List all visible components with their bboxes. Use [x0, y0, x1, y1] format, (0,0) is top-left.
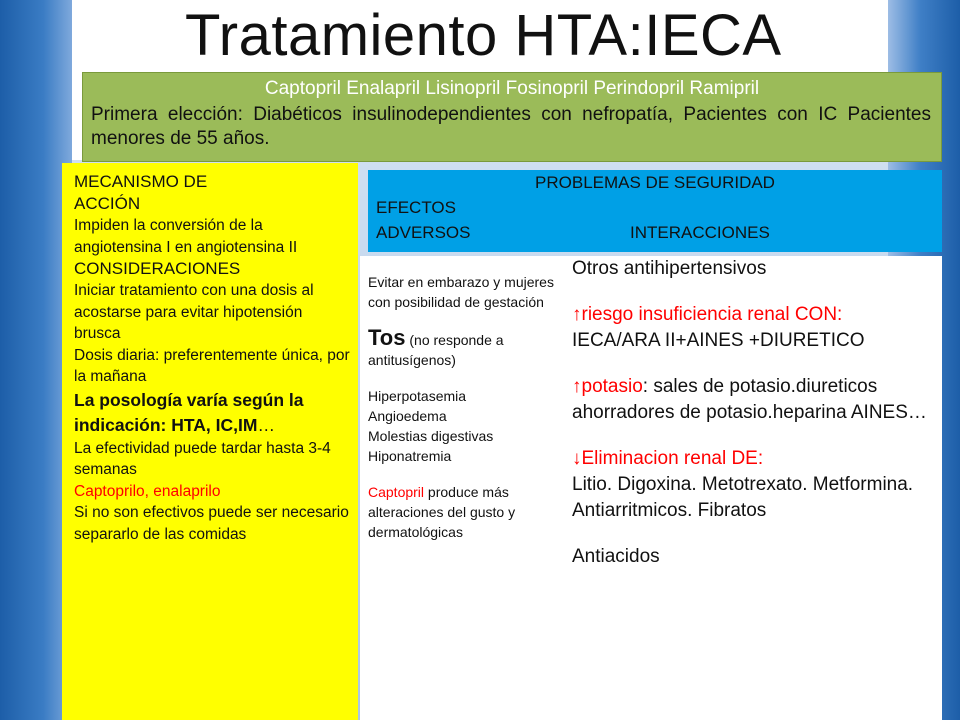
mechanism-heading-1: MECANISMO DE: [74, 172, 208, 191]
spacer: [368, 466, 554, 482]
slide-title: Tratamiento HTA:IECA: [185, 3, 782, 68]
adverse-captopril: [368, 482, 554, 542]
summary-box: [82, 72, 942, 162]
tos-label: Tos: [368, 325, 406, 350]
consideration-3-bold: La posología varía según la indicación: HTA, IC,IM: [74, 389, 304, 435]
captopril-text: produce más alteraciones del gusto y dermatológicas: [368, 484, 516, 540]
spacer: [572, 426, 936, 446]
mechanism-text: Impiden la conversión de la angiotensina I en angiotensina II: [74, 217, 298, 256]
mechanism-box: [62, 163, 358, 720]
adverse-heading-1: EFECTOS: [376, 198, 456, 217]
spacer: [572, 354, 936, 374]
drug-list: Captopril Enalapril Lisinopril Fosinopril Perindopril Ramipril: [264, 78, 760, 99]
safety-header-box: [368, 170, 942, 252]
safety-subheadings: [368, 220, 942, 245]
adverse-item: Hiperpotasemia: [368, 388, 467, 404]
captopril-label: Captopril: [368, 484, 425, 500]
interaction-5: Antiacidos: [572, 546, 660, 567]
interaction-1: Otros antihipertensivos: [572, 258, 767, 279]
first-choice-text: Primera elección: Diabéticos insulinodependientes con nefropatía, Pacientes con IC Pacientes menores de 55 años.: [91, 104, 931, 149]
adverse-item: Angioedema: [368, 408, 447, 424]
interaction-3-heading: ↑potasio: [572, 376, 643, 397]
consideration-6: Si no son efectivos puede ser necesario separarlo de las comidas: [74, 504, 349, 543]
safety-heading: PROBLEMAS DE SEGURIDAD: [535, 173, 775, 192]
consideration-5: Captoprilo, enalaprilo: [74, 482, 221, 500]
adverse-effects-column: [368, 272, 554, 542]
spacer: [572, 524, 936, 544]
adverse-tos: [368, 325, 554, 370]
adverse-heading-2: ADVERSOS: [376, 223, 471, 242]
safety-content-box: [360, 256, 942, 720]
adverse-pregnancy: Evitar en embarazo y mujeres con posibilidad de gestación: [368, 274, 554, 310]
tos-note: (no responde a antitusígenos): [368, 332, 504, 368]
interactions-column: [572, 256, 936, 570]
interaction-4-heading: ↓Eliminacion renal DE:: [572, 448, 764, 469]
interaction-2-heading: ↑riesgo insuficiencia renal CON:: [572, 304, 843, 325]
consideration-3: [74, 388, 352, 438]
consideration-1: Iniciar tratamiento con una dosis al acostarse para evitar hipotensión brusca: [74, 282, 314, 342]
consideration-4: La efectividad puede tardar hasta 3-4 semanas: [74, 439, 331, 478]
adverse-item: Molestias digestivas: [368, 428, 494, 444]
adverse-item: Hiponatremia: [368, 448, 452, 464]
spacer: [368, 370, 554, 386]
consideration-3-tail: …: [257, 414, 275, 435]
consideration-2: Dosis diaria: preferentemente única, por la mañana: [74, 346, 350, 385]
interaction-3: [572, 374, 936, 426]
considerations-heading: CONSIDERACIONES: [74, 259, 241, 278]
interaction-2-text: IECA/ARA II+AINES +DIURETICO: [572, 330, 865, 351]
interaction-4-text: Litio. Digoxina. Metotrexato. Metformina. Antiarritmicos. Fibratos: [572, 474, 914, 521]
interactions-heading: INTERACCIONES: [630, 223, 770, 242]
mechanism-heading-2: ACCIÓN: [74, 194, 141, 213]
spacer: [572, 282, 936, 302]
interaction-3-text: : sales de potasio.diureticos ahorradores de potasio.heparina AINES…: [572, 376, 927, 423]
